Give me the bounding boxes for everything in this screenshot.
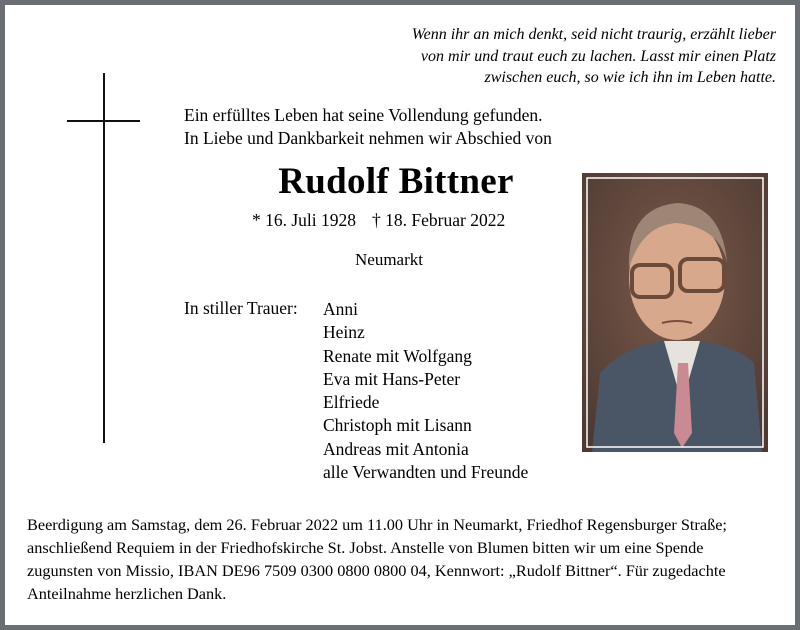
- birth-date: * 16. Juli 1928: [252, 210, 357, 230]
- mourner: Anni: [323, 299, 358, 319]
- quote-line: Wenn ihr an mich denkt, seid nicht traurig, erzählt lieber: [411, 26, 776, 43]
- funeral-information: Beerdigung am Samstag, dem 26. Februar 2022 um 11.00 Uhr in Neumarkt, Friedhof Regensburger Straße; anschließend Requiem in der Friedhofskirche St. Jobst. Anstelle von Blumen bitten wir um eine Spende zugunsten von Missio, IBAN DE96 7509 0300 0800 0800 04, Kennwort: „Rudolf Bittner“. Für zugedachte Anteilnahme herzlichen Dank.: [27, 515, 727, 603]
- mourner: Elfriede: [323, 392, 380, 413]
- mourner: Christoph mit Lisann: [323, 415, 472, 436]
- intro-line: Ein erfülltes Leben hat seine Vollendung gefunden.: [184, 105, 543, 125]
- mourner: Andreas mit Antonia: [323, 438, 469, 459]
- place: Neumarkt: [355, 250, 423, 269]
- quote-line: zwischen euch, so wie ich ihn im Leben hatte.: [484, 69, 776, 86]
- cross-icon: [103, 73, 105, 443]
- mourner: Eva mit Hans-Peter: [323, 368, 461, 389]
- quote: [412, 24, 776, 89]
- mourner: Heinz: [323, 322, 365, 343]
- death-date: † 18. Februar 2022: [372, 210, 506, 230]
- cross-icon-bar: [67, 120, 140, 122]
- deceased-name: Rudolf Bittner: [278, 161, 514, 202]
- intro-text: [184, 104, 552, 150]
- mourner: alle Verwandten und Freunde: [323, 462, 529, 483]
- intro-line: In Liebe und Dankbarkeit nehmen wir Abschied von: [184, 128, 552, 148]
- quote-line: von mir und traut euch zu lachen. Lasst mir einen Platz: [420, 47, 776, 65]
- mourners-list: [323, 298, 528, 484]
- life-dates: [252, 210, 505, 231]
- mourners-label: In stiller Trauer:: [184, 298, 298, 318]
- portrait-photo: [582, 173, 768, 452]
- mourner: Renate mit Wolfgang: [323, 345, 472, 366]
